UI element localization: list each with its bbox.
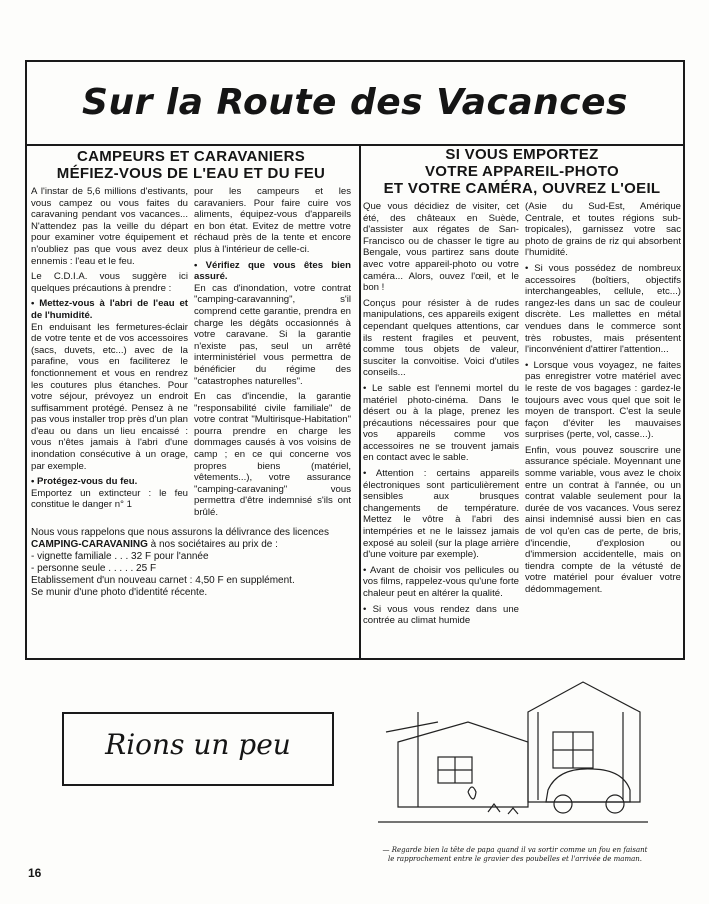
subheading: • Vérifiez que vous êtes bien assuré. — [194, 259, 351, 283]
text-column — [363, 201, 519, 631]
rions-box — [62, 712, 334, 786]
subheading: • Protégez-vous du feu. — [31, 476, 138, 488]
text-column — [194, 186, 351, 523]
cartoon-illustration — [378, 672, 648, 852]
paragraph: • Si vous vous rendez dans une contrée au climat humide — [363, 603, 519, 627]
subheading: • Mettez-vous à l'abri de l'eau et de l'humidité. — [31, 298, 188, 321]
rions-title: Rions un peu — [105, 728, 291, 761]
article-heading: CAMPEURS ET CARAVANIERS — [76, 148, 306, 165]
price-line: - personne seule . . . . . 25 F — [31, 562, 157, 574]
notice-text: Nous vous rappelons que nous assurons la délivrance des licences CAMPING-CARAVANING à nos sociétaires au prix de : — [31, 526, 329, 550]
text-column — [31, 186, 188, 523]
paragraph: pour les campeurs et les caravaniers. Pour faire cuire vos aliments, équipez-vous d'appareils en bon état. Evitez de mettre votre réchaud près de la tente et encore plus à l'intérieur de celle-ci. — [194, 186, 351, 255]
paragraph: Enfin, vous pouvez souscrire une assurance spéciale. Moyennant une somme variable, vous avez le choix entre un contrat à l'année, ou un contrat valable seulement pour la durée de vos vacances. Vous serez ainsi indemnisé aussi bien en cas de vol qu'en cas de perte, de bris, d'incendie, d'explosion ou d'immersion accidentelle, mais on tiendra compte de la vétusté de votre matériel pour évaluer votre dédommagement. — [525, 444, 681, 595]
text-column — [525, 201, 681, 631]
paragraph: • Avant de choisir vos pellicules ou vos films, rappelez-vous qu'une forte chaleur peut en altérer la qualité. — [363, 564, 519, 599]
page-number: 16 — [28, 866, 42, 880]
paragraph: En enduisant les fermetures-éclair de votre tente et de vos accessoires (sacs, duvets, etc...) avec de la parafine, vous en faciliterez le fonctionnement et vous en rendrez les coutures plus étanches. Pour votre séjour, prévoyez un endroit suffisamment protégé. Pensez à ne pas vous installer trop près d'un plan d'eau ou dans un lieu encaissé : vous n'êtes jamais à l'abri d'une inondation consécutive à un orage, par exemple. — [31, 321, 188, 472]
price-line: - vignette familiale . . . 32 F pour l'année — [31, 550, 209, 562]
paragraph: A l'instar de 5,6 millions d'estivants, vous campez ou vous faites du caravaning pendant vos vacances... N'attendez pas la veille du départ pour examiner votre équipement et n'oubliez pas que vous avez deux ennemis : l'eau et le feu. — [31, 186, 188, 267]
page-title: Sur la Route des Vacances — [82, 82, 628, 123]
paragraph: • Lorsque vous voyagez, ne faites pas enregistrer votre matériel avec le reste de vos bagages : gardez-le toujours avec vous quel que soit le moyen de transport. C'est la seule façon d'éviter les mauvaises surprises (perte, vol, casse...). — [525, 359, 681, 441]
column-divider — [359, 144, 361, 658]
paragraph: Le C.D.I.A. vous suggère ici quelques précautions à prendre : — [31, 271, 188, 294]
paragraph: Conçus pour résister à de rudes manipulations, ces appareils exigent cependant quelques attentions, car ils restent fragiles et peuvent, comme tous objets de valeur, susciter la convoitise. Voici d'utiles conseils... — [363, 297, 519, 379]
article-photo — [363, 146, 681, 631]
article-heading: MÉFIEZ-VOUS DE L'EAU ET DU FEU — [56, 165, 326, 182]
paragraph: Que vous décidiez de visiter, cet été, des châteaux en Suède, d'assister aux régates de San-Francisco ou de chasser le tigre au Bengale, vous partirez sans doute avec votre appareil-photo ou votre caméra... Alors, ouvez l'œil, et le bon ! — [363, 201, 519, 294]
paragraph: En cas d'inondation, votre contrat "camping-caravanning", s'il comprend cette garantie, prendra en charge les dégâts occasionnés à votre caravane. Si la garantie n'existe pas, seul un arrêté interministériel vous permettra de bénéficier du régime des "catastrophes naturelles". — [194, 282, 351, 387]
paragraph: • Attention : certains appareils électroniques sont particulièrement sensibles aux brusques changements de température. Mettez le vôtre à l'abri des intempéries et ne le laissez jamais exposé au soleil (sur la plage arrière d'une voiture par exemple). — [363, 468, 519, 561]
paragraph: (Asie du Sud-Est, Amérique Centrale, et toutes régions sub-tropicales), garnissez votre sac photo de grains de riz qui absorbent l'humidité. — [525, 201, 681, 259]
article-campeurs — [31, 148, 351, 599]
licence-notice — [31, 527, 351, 599]
article-heading: SI VOUS EMPORTEZ — [445, 146, 599, 163]
cartoon-caption: — Regarde bien la tête de papa quand il va sortir comme un fou en faisant le rapprochement entre le gravier des poubelles et l'arrivée de maman. — [382, 846, 648, 863]
paragraph: • Si vous possédez de nombreux accessoires (boîtiers, objectifs interchangeables, cellule, etc...) rangez-les dans un sac de couleur discrète. Les mallettes en métal vendues dans le commerce sont très robustes, mais présentent l'inconvénient d'attirer l'attention... — [525, 262, 681, 356]
paragraph: En cas d'incendie, la garantie "responsabilité civile familiale" de votre contrat "Multirisque-Habitation" pourra prendre en charge les dommages causés à vos voisins de camp ; en ce qui concerne vos propres biens (matériel, vêtements...), votre assurance "camping-caravaning" vous permettra d'être indemnisé s'ils ont brûlé. — [194, 391, 351, 519]
article-heading: ET VOTRE CAMÉRA, OUVREZ L'OEIL — [383, 180, 661, 197]
notice-text: Etablissement d'un nouveau carnet : 4,50 F en supplément. — [31, 574, 295, 586]
paragraph: • Le sable est l'ennemi mortel du matériel photo-cinéma. Dans le désert ou à la plage, prenez les précautions nécessaires pour que vos appareils comme vos accessoires ne se trouvent jamais en contact avec le sable. — [363, 382, 519, 464]
notice-text: Se munir d'une photo d'identité récente. — [31, 586, 208, 598]
paragraph: Emportez un extincteur : le feu constitue le danger n° 1 — [31, 487, 188, 511]
article-heading: VOTRE APPAREIL-PHOTO — [424, 163, 620, 180]
